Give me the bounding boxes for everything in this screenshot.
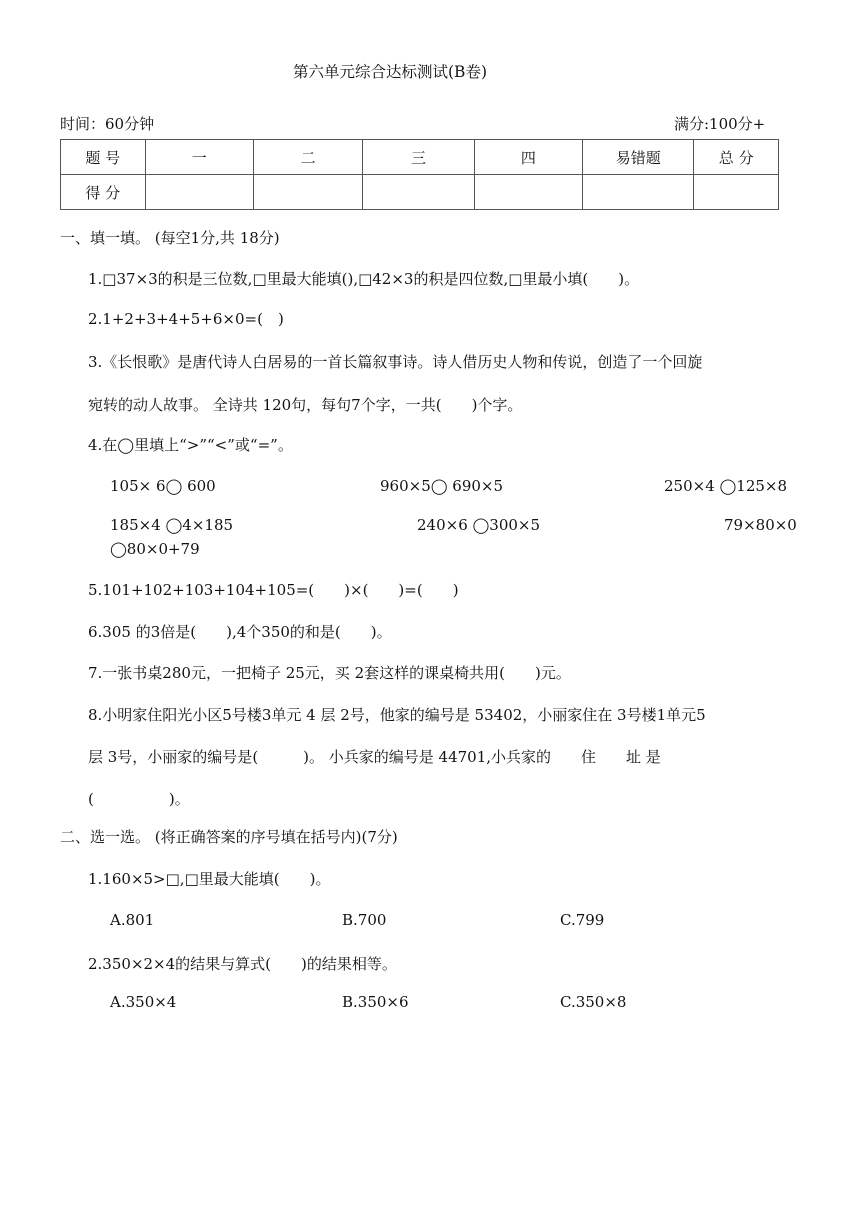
- compare-item-4: 185×4 ◯4×185: [110, 516, 234, 534]
- section1-heading: 一、填一填。 (每空1分,共 18分): [60, 229, 280, 247]
- s2-question-2: 2.350×2×4的结果与算式( )的结果相等。: [88, 955, 397, 973]
- compare-item-1: 105× 6◯ 600: [110, 477, 216, 495]
- compare-item-5: 240×6 ◯300×5: [417, 516, 541, 534]
- header-cell-4: 四: [474, 140, 582, 175]
- s1-question-1: 1.□37×3的积是三位数,□里最大能填(),□42×3的积是四位数,□里最小填( )。: [88, 270, 640, 288]
- header-cell-number: 题 号: [61, 140, 146, 175]
- score-cell-4[interactable]: [474, 175, 582, 210]
- score-table: [60, 139, 779, 210]
- s2-q1-option-b: B.700: [342, 911, 387, 929]
- score-cell-error-prone[interactable]: [583, 175, 694, 210]
- score-cell-1[interactable]: [145, 175, 253, 210]
- compare-item-6: 79×80×0: [724, 516, 797, 534]
- score-cell-3[interactable]: [363, 175, 474, 210]
- s1-question-8-line3: ( )。: [88, 790, 190, 808]
- score-table-header-row: [61, 140, 779, 175]
- s2-q1-option-a: A.801: [110, 911, 155, 929]
- header-cell-2: 二: [253, 140, 362, 175]
- header-cell-total: 总 分: [694, 140, 779, 175]
- s2-question-1: 1.160×5>□,□里最大能填( )。: [88, 870, 331, 888]
- score-row-label: 得 分: [61, 175, 146, 210]
- s2-q1-option-c: C.799: [560, 911, 605, 929]
- s2-q2-option-a: A.350×4: [110, 993, 177, 1011]
- s1-question-3-line1: 3.《长恨歌》是唐代诗人白居易的一首长篇叙事诗。诗人借历史人物和传说，创造了一个回旋: [88, 353, 703, 371]
- s1-question-8-line2: 层 3号，小丽家的编号是( )。 小兵家的编号是 44701,小兵家的 住 址 是: [88, 748, 661, 766]
- s1-question-2: 2.1+2+3+4+5+6×0=( ): [88, 310, 284, 328]
- s1-question-5: 5.101+102+103+104+105=( )×( )=( ): [88, 581, 459, 599]
- section2-heading: 二、选一选。 (将正确答案的序号填在括号内)(7分): [60, 828, 398, 846]
- s1-question-4: 4.在◯里填上“>”“<”或“=”。: [88, 436, 293, 454]
- header-cell-1: 一: [145, 140, 253, 175]
- s2-q2-option-c: C.350×8: [560, 993, 627, 1011]
- s1-question-6: 6.305 的3倍是( ),4个350的和是( )。: [88, 623, 392, 641]
- s1-question-3-line2: 宛转的动人故事。 全诗共 120句，每句7个字，一共( )个字。: [88, 396, 523, 414]
- score-cell-2[interactable]: [253, 175, 362, 210]
- score-table-score-row: [61, 175, 779, 210]
- compare-item-6-continued: ◯80×0+79: [110, 540, 200, 558]
- s2-q2-option-b: B.350×6: [342, 993, 409, 1011]
- time-label: 时间：60分钟: [60, 115, 155, 133]
- score-cell-total[interactable]: [694, 175, 779, 210]
- s1-question-7: 7.一张书桌280元，一把椅子 25元，买 2套这样的课桌椅共用( )元。: [88, 664, 571, 682]
- full-score-label: 满分:100分+: [674, 115, 766, 133]
- compare-item-3: 250×4 ◯125×8: [664, 477, 788, 495]
- s1-question-8-line1: 8.小明家住阳光小区5号楼3单元 4 层 2号，他家的编号是 53402，小丽家住在 3号楼1单元5: [88, 706, 706, 724]
- header-cell-3: 三: [363, 140, 474, 175]
- compare-item-2: 960×5◯ 690×5: [380, 477, 504, 495]
- page-title: 第六单元综合达标测试(B卷): [293, 63, 487, 81]
- header-cell-error-prone: 易错题: [583, 140, 694, 175]
